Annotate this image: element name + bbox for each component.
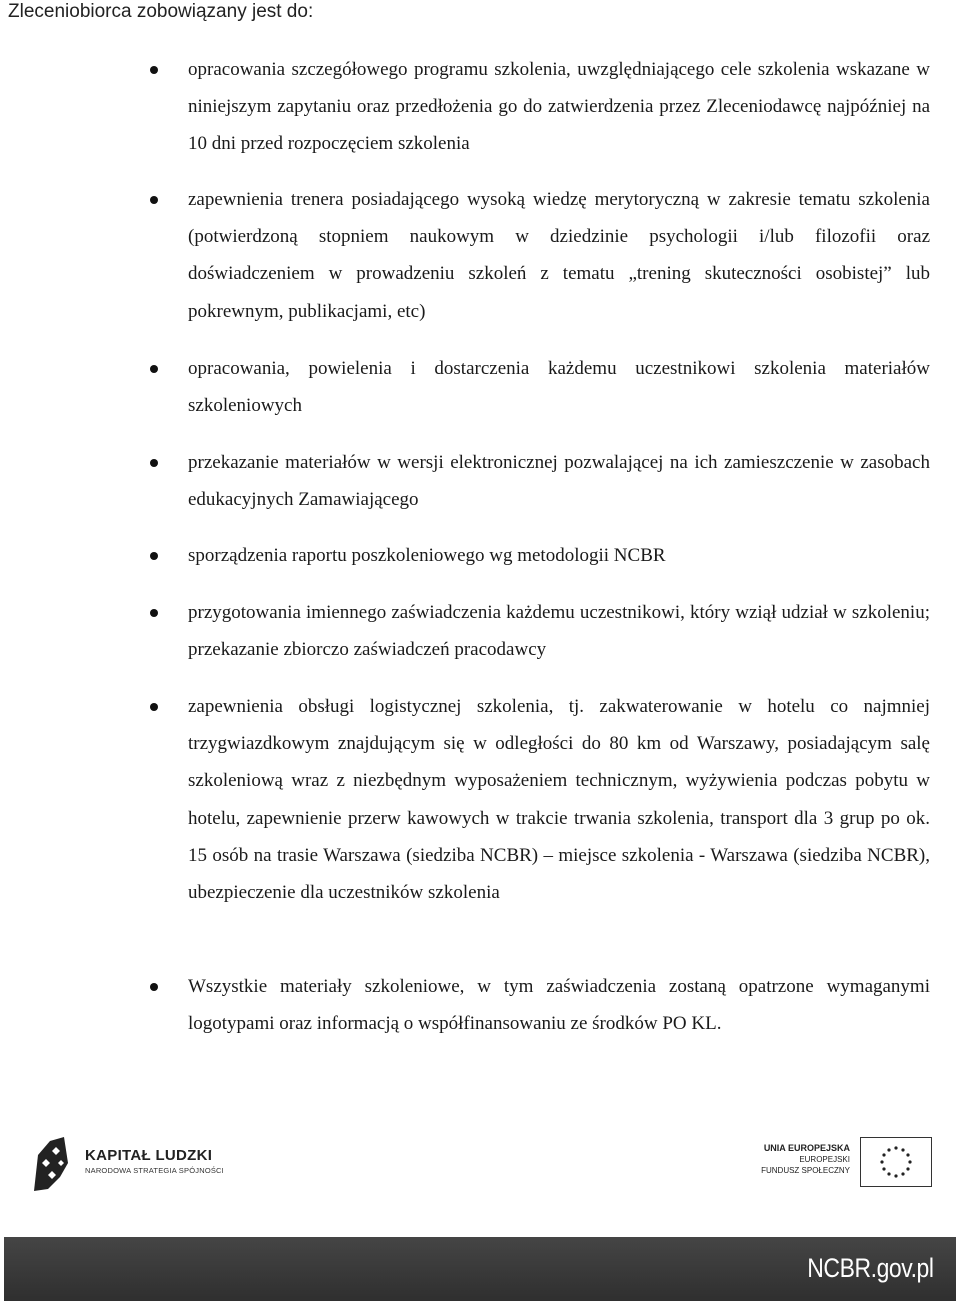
list-item xyxy=(188,51,930,163)
intro-heading: Zleceniobiorca zobowiązany jest do: xyxy=(8,1,314,22)
list-item-text: zapewnienia trenera posiadającego wysoką wiedzę merytoryczną w zakresie tematu szkolenia (potwierdzoną stopniem naukowym w dziedzinie psychologii i/lub filozofii oraz doświadczeniem w prowadzeniu szkoleń z tematu „trening skuteczności osobistej” lub pokrewnym, publikacjami, etc) xyxy=(188,189,930,322)
bullet-icon xyxy=(150,983,158,991)
list-item-text: opracowania szczegółowego programu szkolenia, uwzględniającego cele szkolenia wskazane w niniejszym zapytaniu oraz przedłożenia go do zatwierdzenia przez Zleceniodawcę najpóźniej na 10 dni przed rozpoczęciem szkolenia xyxy=(188,59,930,155)
list-item xyxy=(188,688,930,911)
kapital-ludzki-subtitle: NARODOWA STRATEGIA SPÓJNOŚCI xyxy=(85,1166,224,1175)
bullet-icon xyxy=(150,365,158,373)
list-item-text: sporządzenia raportu poszkoleniowego wg metodologii NCBR xyxy=(188,545,666,566)
list-item-text: zapewnienia obsługi logistycznej szkolenia, tj. zakwaterowanie w hotelu co najmniej trzygwiazdkowym znajdującym się w odległości do 80 km od Warszawy, posiadającym salę szkoleniową wraz z niezbędnym wyposażeniem technicznym, wyżywienia podczas pobytu w hotelu, zapewnienie przerw kawowych w trakcie trwania szkolenia, transport dla 3 grup po ok. 15 osób na trasie Warszawa (siedziba NCBR) – miejsce szkolenia - Warszawa (siedziba NCBR), ubezpieczenie dla uczestników szkolenia xyxy=(188,696,930,904)
list-item-text: opracowania, powielenia i dostarczenia każdemu uczestnikowi szkolenia materiałów szkoleniowych xyxy=(188,358,930,417)
bullet-icon xyxy=(150,609,158,617)
list-item xyxy=(188,444,930,518)
eu-flag-icon xyxy=(860,1137,932,1187)
list-item-text: przygotowania imiennego zaświadczenia każdemu uczestnikowi, który wziął udział w szkoleniu; przekazanie zbiorczo zaświadczeń pracodawcy xyxy=(188,602,930,661)
footer-bar xyxy=(4,1237,956,1301)
eu-line-2: EUROPEJSKI xyxy=(799,1155,850,1164)
bullet-icon xyxy=(150,552,158,560)
logos-row xyxy=(0,1125,960,1205)
footer-site-link[interactable]: NCBR.gov.pl xyxy=(807,1253,934,1283)
list-item xyxy=(188,181,930,330)
list-item xyxy=(188,594,930,668)
bullet-icon xyxy=(150,196,158,204)
list-item-text: przekazanie materiałów w wersji elektronicznej pozwalającej na ich zamieszczenie w zasobach edukacyjnych Zamawiającego xyxy=(188,452,930,511)
bullet-icon xyxy=(150,703,158,711)
list-item xyxy=(188,968,930,1042)
bullet-icon xyxy=(150,66,158,74)
list-item-text: Wszystkie materiały szkoleniowe, w tym zaświadczenia zostaną opatrzone wymaganymi logotypami oraz informacją o współfinansowaniu ze środków PO KL. xyxy=(188,976,930,1035)
bullet-icon xyxy=(150,459,158,467)
list-item xyxy=(188,350,930,424)
list-item xyxy=(188,537,930,574)
kapital-ludzki-emblem-icon xyxy=(30,1133,72,1193)
eu-line-3: FUNDUSZ SPOŁECZNY xyxy=(761,1166,850,1175)
kapital-ludzki-title: KAPITAŁ LUDZKI xyxy=(85,1147,213,1164)
eu-line-1: UNIA EUROPEJSKA xyxy=(763,1143,850,1153)
eu-logo-text xyxy=(710,1143,850,1176)
